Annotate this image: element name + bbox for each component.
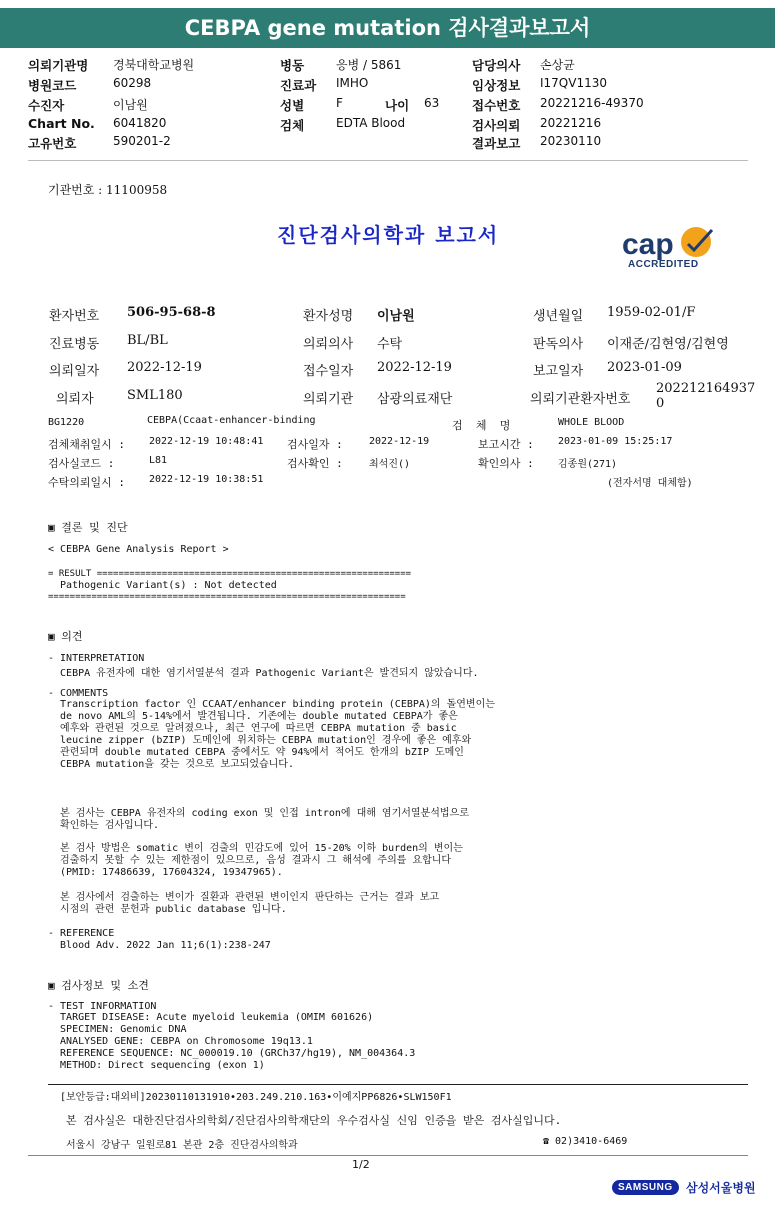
patient-value: 2023-01-09	[607, 360, 682, 375]
header-label: 수진자	[28, 98, 65, 113]
header-value: 20221216	[540, 116, 602, 130]
header-value: 이남원	[113, 98, 148, 112]
header-value: 경북대학교병원	[113, 58, 195, 72]
paragraph-line: 본 검사에서 검출하는 변이가 질환과 관련된 변이인지 판단하는 근거는 결과 보고	[48, 892, 440, 903]
patient-value: 삼광의료재단	[377, 392, 453, 407]
header-value: 6041820	[113, 116, 167, 130]
esign-note: (전자서명 대체함)	[607, 478, 693, 489]
analysis-title: < CEBPA Gene Analysis Report >	[48, 544, 229, 555]
header-value: 60298	[113, 76, 152, 90]
patient-label: 보고일자	[533, 364, 584, 379]
room-label: 검사실코드 :	[48, 457, 115, 470]
header-value: I17QV1130	[540, 76, 608, 90]
comment-line: 관련되며 double mutated CEBPA 중에서도 약 94%에서 적어도 한개의 bZIP 도메인	[48, 747, 464, 758]
certification-text: 본 검사실은 대한진단검사의학회/진단검사의학재단의 우수검사실 신임 인증을 받은 검사실입니다.	[66, 1114, 562, 1127]
header-label: Chart No.	[28, 116, 95, 131]
section-heading-test-info: ▣ 검사정보 및 소견	[48, 979, 149, 992]
collect-label: 검체채취일시 :	[48, 438, 126, 451]
doctor-value: 김종원(271)	[558, 459, 618, 470]
test-info-line: METHOD: Direct sequencing (exon 1)	[48, 1060, 265, 1071]
age-value: 63	[424, 96, 440, 110]
security-line: [보안등급:대외비]20230110131910•203.249.210.163•이예지PP6826•SLW150F1	[60, 1092, 452, 1103]
header-label: 병동	[280, 58, 305, 73]
paragraph-line: (PMID: 17486639, 17604324, 19347965).	[48, 867, 283, 878]
report-title: 진단검사의학과 보고서	[277, 223, 500, 247]
test-info-block	[48, 1012, 415, 1072]
header-label: 의뢰기관명	[28, 58, 89, 73]
patient-value: 2022-12-19	[377, 360, 452, 375]
comment-line: Transcription factor 인 CCAAT/enhancer binding protein (CEBPA)의 돌연변이는	[48, 699, 495, 710]
header-value: EDTA Blood	[336, 116, 406, 130]
patient-label: 환자번호	[49, 309, 100, 324]
reporttime-value: 2023-01-09 15:25:17	[558, 436, 673, 447]
testdate-value: 2022-12-19	[369, 436, 430, 447]
patient-label: 의뢰자	[56, 392, 94, 407]
comment-line: de novo AML의 5-14%에서 발견됩니다. 기존에는 double mutated CEBPA가 좋은	[48, 711, 458, 722]
page-number: 1/2	[352, 1158, 370, 1171]
test-info-line: ANALYSED GENE: CEBPA on Chromosome 19q13.1	[48, 1036, 313, 1047]
footer-divider	[48, 1084, 748, 1085]
paragraph-scope	[48, 808, 469, 832]
interpretation-heading: - INTERPRETATION	[48, 653, 145, 664]
test-info-line: REFERENCE SEQUENCE: NC_000019.10 (GRCh37/hg19), NM_004364.3	[48, 1048, 416, 1059]
header-label: 임상정보	[472, 78, 521, 93]
paragraph-line: 본 검사 방법은 somatic 변이 검출의 민감도에 있어 15-20% 이하 burden의 변이는	[48, 843, 463, 854]
section-heading-result: ▣ 결론 및 진단	[48, 521, 128, 534]
header-value: 20221216-49370	[540, 96, 644, 110]
confirm-value: 최석진()	[369, 459, 411, 470]
comment-line: CEBPA mutation을 갖는 것으로 보고되었습니다.	[48, 759, 294, 770]
header-label: 진료과	[280, 78, 317, 93]
paragraph-basis	[48, 892, 439, 916]
specimen-value: WHOLE BLOOD	[558, 417, 625, 428]
confirm-label: 검사확인 :	[287, 457, 343, 470]
testdate-label: 검사일자 :	[287, 438, 343, 451]
report-banner-title: CEBPA gene mutation 검사결과보고서	[0, 8, 775, 48]
comments-heading: - COMMENTS	[48, 688, 109, 699]
samsung-hospital-logo	[612, 1178, 756, 1200]
paragraph-line: 확인하는 검사입니다.	[48, 820, 160, 831]
patient-label: 생년월일	[533, 309, 584, 324]
test-name: CEBPA(Ccaat-enhancer-binding	[147, 415, 316, 426]
header-label: 검사의뢰	[472, 118, 521, 133]
samsung-logo-text: SAMSUNG	[612, 1180, 679, 1195]
patient-label: 의뢰기관환자번호	[530, 392, 631, 407]
result-value: Pathogenic Variant(s) : Not detected	[48, 580, 277, 591]
reporttime-label: 보고시간 :	[478, 438, 534, 451]
lab-address: 서울시 강남구 일원로81 본관 2층 진단검사의학과	[66, 1140, 298, 1151]
consign-label: 수탁의뢰일시 :	[48, 476, 126, 489]
header-value: 응병 / 5861	[336, 58, 402, 72]
header-value: 590201-2	[113, 134, 171, 148]
patient-value: 2022-12-19	[127, 360, 202, 375]
page-divider	[28, 1155, 748, 1156]
patient-label: 진료병동	[49, 337, 100, 352]
patient-value-wrap: 0	[656, 396, 665, 411]
patient-label: 의뢰일자	[49, 364, 100, 379]
divider	[28, 160, 748, 161]
consign-value: 2022-12-19 10:38:51	[149, 474, 264, 485]
header-label: 성별	[280, 98, 305, 113]
collect-value: 2022-12-19 10:48:41	[149, 436, 264, 447]
comment-line: 예후와 관련된 것으로 알려졌으나, 최근 연구에 따르면 CEBPA mutation 중 basic	[48, 723, 457, 734]
result-line: = RESULT ==========================================================	[48, 569, 412, 579]
paragraph-line: 본 검사는 CEBPA 유전자의 coding exon 및 인접 intron에 대해 염기서열분석법으로	[48, 808, 469, 819]
test-info-line: TARGET DISEASE: Acute myeloid leukemia (OMIM 601626)	[48, 1012, 374, 1023]
result-end: ==================================================================	[48, 592, 406, 602]
patient-name: 이남원	[377, 309, 415, 324]
patient-label: 판독의사	[533, 337, 584, 352]
comment-line: leucine zipper (bZIP) 도메인에 위치하는 CEBPA mutation인 경우에 좋은 예후와	[48, 735, 472, 746]
patient-number: 506-95-68-8	[127, 305, 216, 320]
interpretation-text: CEBPA 유전자에 대한 염기서열분석 결과 Pathogenic Variant은 발견되지 않았습니다.	[48, 668, 479, 679]
reference-heading: - REFERENCE	[48, 928, 115, 939]
header-value: 손상균	[540, 58, 575, 72]
lab-phone: ☎ 02)3410-6469	[543, 1136, 628, 1147]
header-label: 검체	[280, 118, 305, 133]
paragraph-line: 시점의 관련 문헌과 public database 입니다.	[48, 904, 287, 915]
header-label: 담당의사	[472, 58, 521, 73]
patient-value: 수탁	[377, 337, 403, 352]
patient-value: 1959-02-01/F	[607, 305, 696, 320]
paragraph-limitation	[48, 843, 463, 879]
cap-accredited-text: ACCREDITED	[628, 259, 699, 270]
patient-value: 202212164937	[656, 381, 756, 396]
patient-label: 접수일자	[303, 364, 354, 379]
hospital-name: 삼성서울병원	[686, 1181, 756, 1195]
institution-number: 기관번호 : 11100958	[48, 183, 168, 197]
doctor-label: 확인의사 :	[478, 457, 534, 470]
specimen-label: 검 체 명	[452, 419, 511, 432]
paragraph-line: 검출하지 못할 수 있는 제한점이 있으므로, 음성 결과시 그 해석에 주의를 요합니다	[48, 855, 452, 866]
cap-logo-text: cap	[622, 228, 674, 261]
patient-label: 의뢰기관	[303, 392, 354, 407]
header-label: 고유번호	[28, 136, 77, 151]
header-value: IMHO	[336, 76, 369, 90]
patient-value: 이재준/김현영/김현영	[607, 337, 729, 352]
age-label: 나이	[385, 98, 410, 113]
patient-value: SML180	[127, 388, 183, 403]
test-info-line: SPECIMEN: Genomic DNA	[48, 1024, 187, 1035]
test-code: BG1220	[48, 417, 85, 428]
cap-accredited-logo	[620, 222, 730, 274]
patient-label: 의뢰의사	[303, 337, 354, 352]
header-label: 결과보고	[472, 136, 521, 151]
patient-label: 환자성명	[303, 309, 354, 324]
header-label: 접수번호	[472, 98, 521, 113]
header-value: 20230110	[540, 134, 602, 148]
room-value: L81	[149, 455, 168, 466]
test-info-heading: - TEST INFORMATION	[48, 1001, 157, 1012]
header-label: 병원코드	[28, 78, 77, 93]
comments-block	[48, 699, 495, 771]
patient-value: BL/BL	[127, 333, 168, 348]
header-value: F	[336, 96, 343, 110]
section-heading-opinion: ▣ 의견	[48, 630, 83, 643]
reference-text: Blood Adv. 2022 Jan 11;6(1):238-247	[48, 940, 271, 951]
